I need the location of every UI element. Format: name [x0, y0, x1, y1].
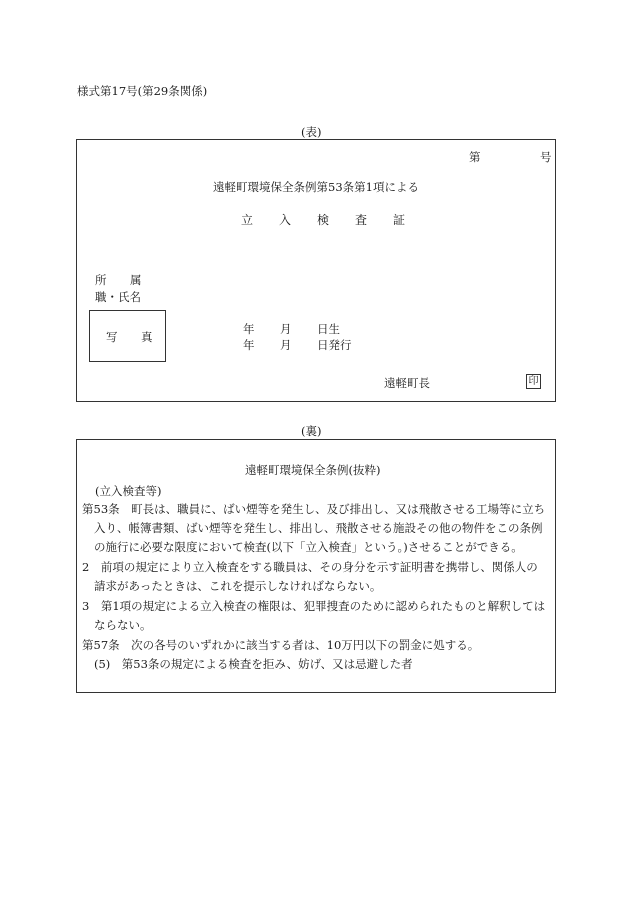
- issue-year: 年: [243, 338, 255, 352]
- paragraph-2-line: 請求があったときは、これを提示しなければならない。: [94, 579, 382, 593]
- issue-day: 日発行: [317, 338, 352, 352]
- card-title: [241, 211, 405, 228]
- article-53-line: 入り、帳簿書類、ばい煙等を発生し、排出し、飛散させる施設その他の物件をこの条例: [94, 521, 543, 535]
- affiliation-char: 所: [95, 273, 107, 287]
- issue-month: 月: [280, 338, 292, 352]
- item-5: (5) 第53条の規定による検査を拒み、妨げ、又は忌避した者: [94, 657, 413, 671]
- article-subtitle: (立入検査等): [95, 484, 162, 498]
- photo-char: 写: [106, 330, 118, 344]
- back-heading: (裏): [301, 424, 322, 438]
- birth-date-row: [243, 321, 340, 337]
- photo-label: [106, 329, 153, 345]
- birth-day: 日生: [317, 322, 340, 336]
- affiliation-label: [95, 272, 142, 288]
- issue-date-row: [243, 337, 352, 353]
- article-53-line: 第53条 町長は、職員に、ばい煙等を発生し、及び排出し、又は飛散させる工場等に立ち: [82, 502, 546, 516]
- form-label: 様式第17号(第29条関係): [77, 84, 208, 98]
- paragraph-2-line: 2 前項の規定により立入検査をする職員は、その身分を示す証明書を携帯し、関係人の: [82, 560, 538, 574]
- back-card: [76, 439, 556, 693]
- photo-char: 真: [141, 330, 153, 344]
- title-char: 入: [279, 213, 292, 227]
- paragraph-3-line: ならない。: [94, 618, 152, 632]
- seal-mark: 印: [526, 374, 541, 389]
- affiliation-char: 属: [130, 273, 142, 287]
- birth-year: 年: [243, 322, 255, 336]
- ordinance-line: 遠軽町環境保全条例第53条第1項による: [213, 180, 419, 194]
- title-char: 査: [355, 213, 368, 227]
- article-53-line: の施行に必要な限度において検査(以下「立入検査」という。)させることができる。: [94, 540, 523, 554]
- issuer-label: 遠軽町長: [384, 376, 430, 390]
- front-card: [76, 139, 556, 402]
- number-go: 号: [540, 150, 552, 164]
- number-dai: 第: [469, 150, 481, 164]
- title-char: 証: [393, 213, 406, 227]
- front-heading: (表): [301, 125, 322, 139]
- article-57: 第57条 次の各号のいずれかに該当する者は、10万円以下の罰金に処する。: [82, 638, 480, 652]
- photo-box: [89, 310, 166, 362]
- name-label: 職・氏名: [95, 290, 141, 304]
- title-char: 検: [317, 213, 330, 227]
- paragraph-3-line: 3 第1項の規定による立入検査の権限は、犯罪捜査のために認められたものと解釈しては: [82, 599, 546, 613]
- excerpt-title: 遠軽町環境保全条例(抜粋): [245, 463, 381, 477]
- title-char: 立: [241, 213, 254, 227]
- birth-month: 月: [280, 322, 292, 336]
